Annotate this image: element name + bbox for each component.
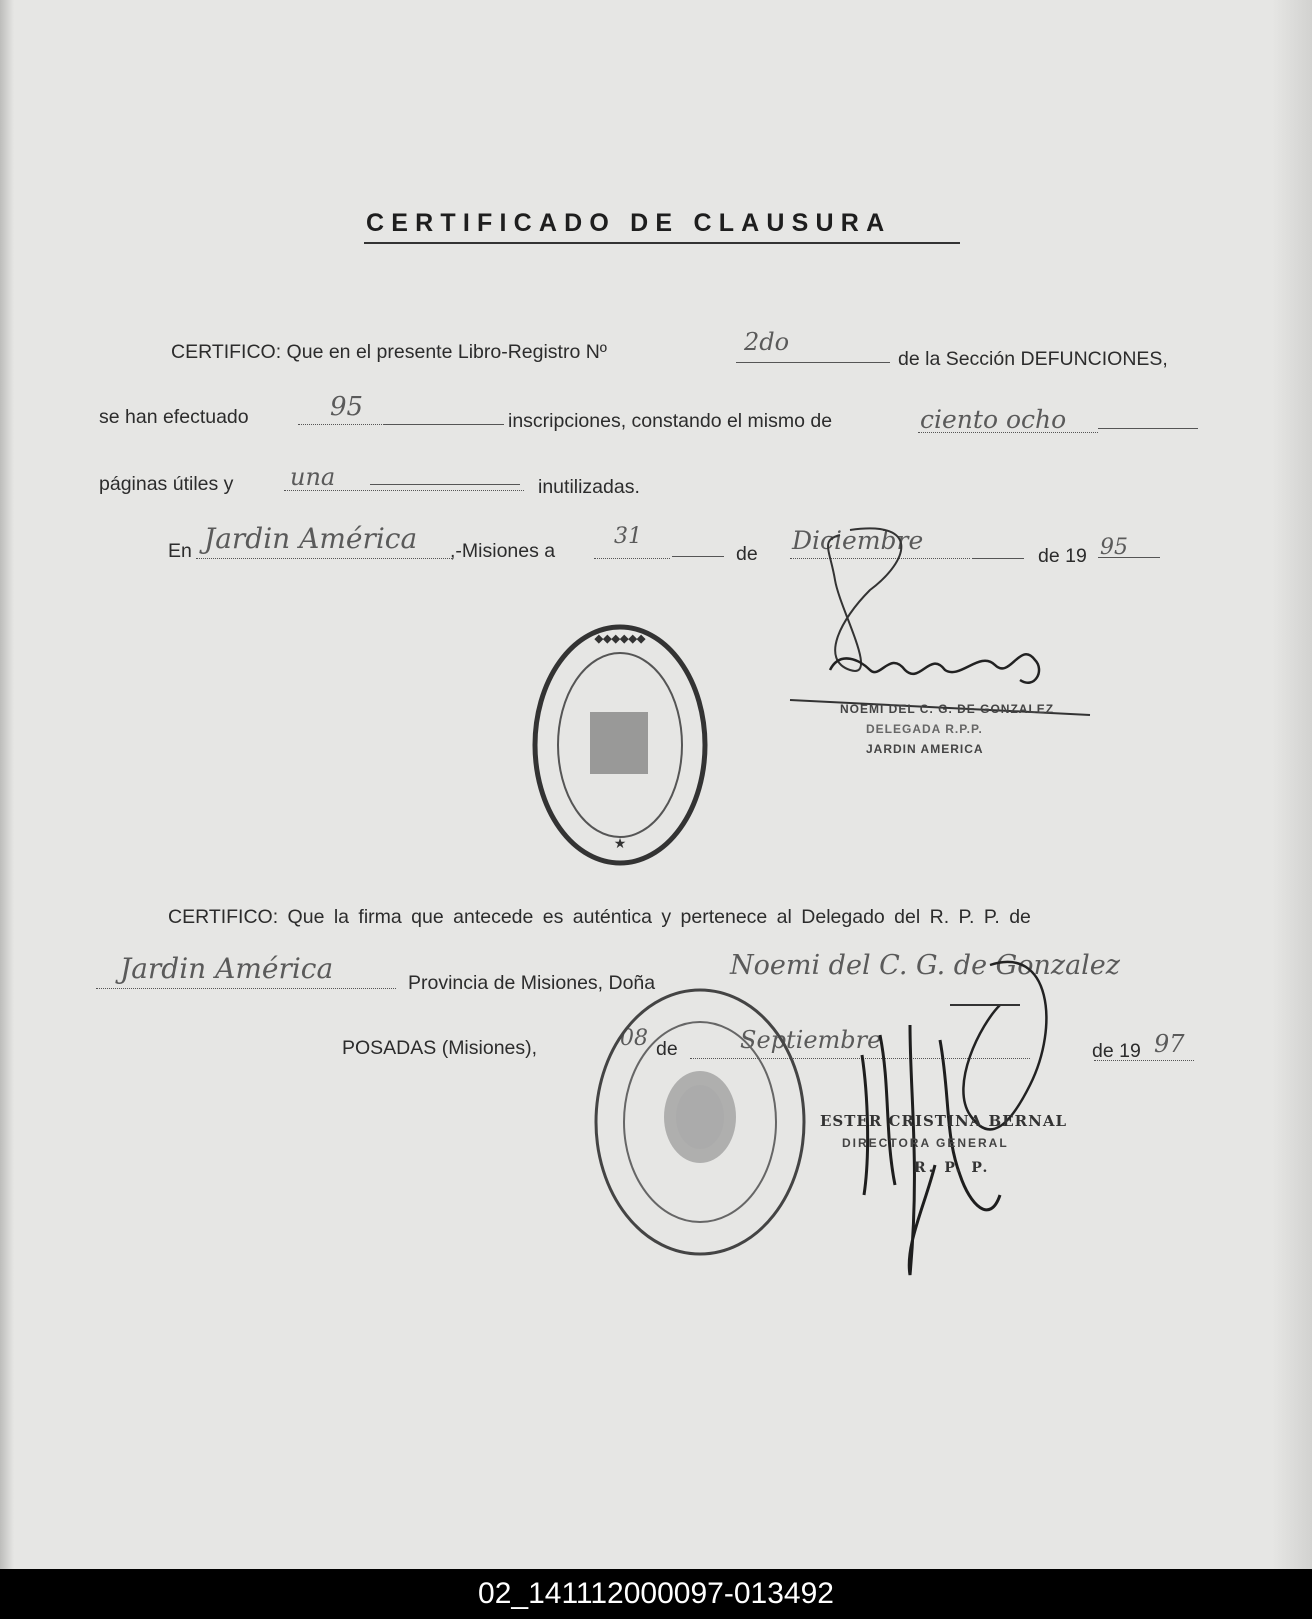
cert1-inutilizadas: una <box>290 463 336 491</box>
cert1-inutilizadas-line <box>370 484 520 485</box>
cert1-libro-line <box>736 362 890 363</box>
cert1-inscripciones-line <box>384 424 504 425</box>
cert1-dia-line <box>672 556 724 557</box>
cert1-line2-mid: inscripciones, constando el mismo de <box>508 410 833 432</box>
cert1-lugar: Jardin América <box>204 522 418 555</box>
cert1-line1-prefix: CERTIFICO: Que en el presente Libro-Registro Nº <box>171 341 607 363</box>
seal-stamp-registro-provincial <box>590 985 810 1260</box>
cert2-line2-mid: Provincia de Misiones, Doña <box>408 972 656 994</box>
cert1-line2-prefix: se han efectuado <box>99 406 249 428</box>
cert2-line3-de: de <box>656 1038 678 1060</box>
signature2-name: ESTER CRISTINA BERNAL <box>820 1112 1068 1130</box>
cert1-anio-line <box>1098 557 1160 558</box>
cert1-lugar-dotline <box>196 558 452 559</box>
cert2-lugar: Jardin América <box>120 952 334 985</box>
svg-text:◆◆◆◆◆◆: ◆◆◆◆◆◆ <box>594 633 646 645</box>
cert1-libro-numero: 2do <box>744 328 790 356</box>
page-right-shadow <box>1272 0 1312 1569</box>
signature2-unit: R. P. P. <box>914 1160 991 1176</box>
cert1-inutilizadas-dotline <box>284 490 524 491</box>
cert1-paginas-utiles: ciento ocho <box>920 405 1067 434</box>
cert2-lugar-dotline <box>96 988 396 989</box>
cert2-persona: Noemi del C. G. de Gonzalez <box>730 950 1121 981</box>
cert2-dia: 08 <box>620 1026 648 1051</box>
cert1-inscripciones-dotline <box>298 424 384 425</box>
title-underline <box>364 242 960 244</box>
seal-stamp-jardin-america <box>530 620 710 870</box>
cert2-anio: 97 <box>1154 1030 1185 1058</box>
cert2-mes: Septiembre <box>740 1026 882 1054</box>
cert1-line4-misiones: ,-Misiones a <box>450 540 556 562</box>
cert2-line1: CERTIFICO: Que la firma que antecede es auténtica y pertenece al Delegado del R. P. P. de <box>168 906 1031 928</box>
signature1-name: NOEMI DEL C. G. DE GONZALEZ <box>840 702 1055 716</box>
cert1-line4-en: En <box>168 540 192 562</box>
cert1-line1-suffix: de la Sección DEFUNCIONES, <box>898 348 1168 370</box>
signature2-role: DIRECTORA GENERAL <box>842 1136 1009 1150</box>
cert1-line3-suffix: inutilizadas. <box>538 476 640 498</box>
cert1-line4-de: de <box>736 543 758 565</box>
cert2-line3-de-anio: de 19 <box>1092 1040 1141 1062</box>
cert2-anio-dotline <box>1094 1060 1194 1061</box>
cert1-anio: 95 <box>1100 535 1128 560</box>
cert1-line3-prefix: páginas útiles y <box>99 473 234 495</box>
cert1-line4-de-anio: de 19 <box>1038 545 1087 567</box>
cert1-paginas-dotline <box>918 432 1098 433</box>
cert1-dia-dotline <box>594 558 670 559</box>
cert1-mes: Diciembre <box>792 526 924 555</box>
footer-id-bar <box>0 1569 1312 1619</box>
signature1-place: JARDIN AMERICA <box>866 742 984 756</box>
document-title: CERTIFICADO DE CLAUSURA <box>366 209 892 237</box>
cert1-inscripciones: 95 <box>330 392 364 422</box>
cert2-line3-prefix: POSADAS (Misiones), <box>342 1037 538 1059</box>
page-edge-shadow <box>0 0 14 1569</box>
footer-id: 02_141112000097-013492 <box>478 1577 834 1610</box>
cert1-dia: 31 <box>614 524 642 549</box>
svg-text:★: ★ <box>613 835 627 851</box>
cert1-paginas-line <box>1098 428 1198 429</box>
signature1-role: DELEGADA R.P.P. <box>866 722 983 736</box>
